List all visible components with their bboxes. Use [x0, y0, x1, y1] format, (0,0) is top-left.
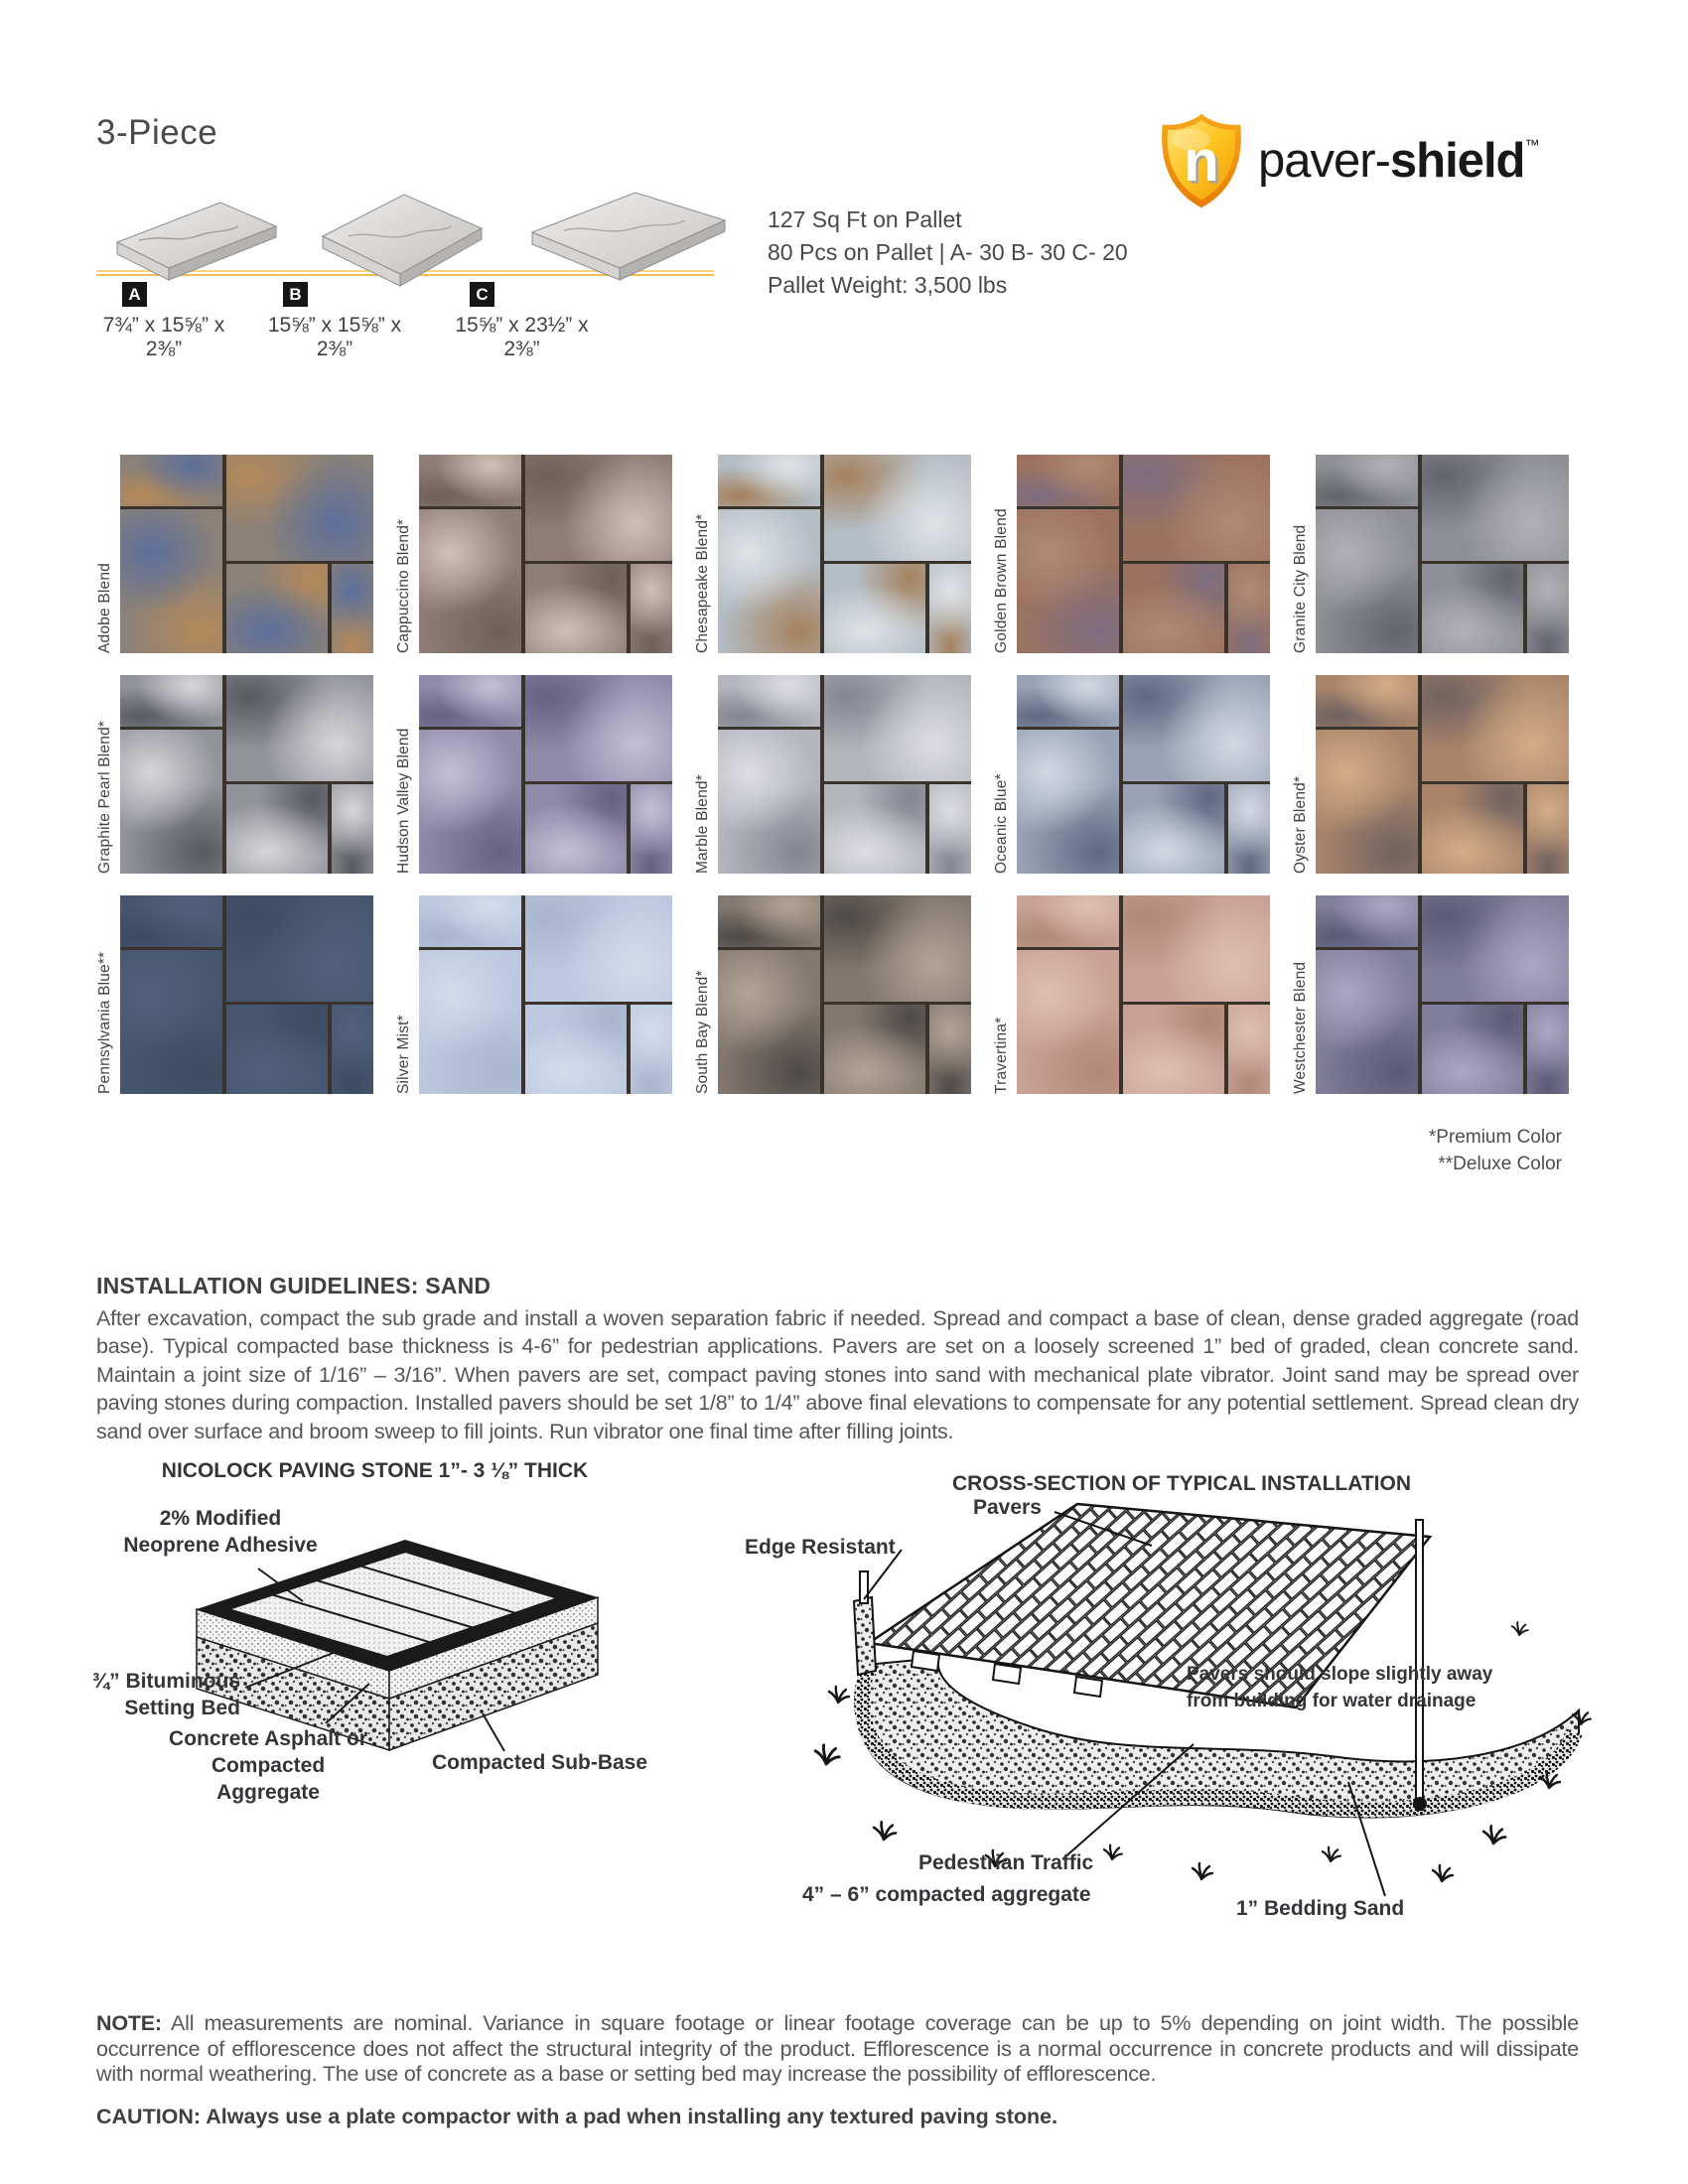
swatch-image — [1316, 895, 1569, 1094]
paver-piece — [1017, 730, 1119, 874]
paver-piece — [824, 455, 971, 561]
cross-section-diagram — [735, 1454, 1609, 1931]
swatch-image — [1316, 675, 1569, 874]
color-swatch — [1292, 675, 1591, 874]
swatch-label: Hudson Valley Blend — [395, 728, 412, 874]
color-swatch — [1292, 455, 1591, 653]
paver-piece — [1316, 455, 1418, 506]
paver-piece — [1123, 1005, 1225, 1094]
color-swatch — [96, 895, 395, 1094]
paver-piece — [525, 675, 672, 781]
installation-heading: INSTALLATION GUIDELINES: SAND — [96, 1273, 492, 1298]
swatch-label: Adobe Blend — [96, 563, 113, 653]
paver-piece — [226, 675, 373, 781]
paver-piece — [1422, 455, 1569, 561]
paver-piece — [929, 784, 971, 874]
paver-piece — [419, 455, 521, 506]
paver-piece — [1316, 730, 1418, 874]
shield-letter: n — [1184, 128, 1219, 194]
label-pedestrian-traffic: Pedestrian Traffic — [918, 1851, 1094, 1874]
swatch-image — [1017, 895, 1270, 1094]
paver-piece — [824, 1005, 926, 1094]
swatch-image — [718, 455, 971, 653]
swatch-image — [120, 895, 373, 1094]
color-swatch-grid — [96, 455, 1596, 1094]
paver-piece — [1422, 675, 1569, 781]
brand-bold: shield — [1389, 134, 1525, 188]
paver-piece — [631, 784, 672, 874]
color-swatch — [1292, 895, 1591, 1094]
paver-piece — [1017, 509, 1119, 653]
color-swatch — [694, 455, 993, 653]
color-legend — [1192, 1124, 1562, 1177]
paver-piece — [419, 950, 521, 1094]
label-compacted-subbase: Compacted Sub-Base — [432, 1751, 648, 1774]
swatch-image — [120, 675, 373, 874]
installation-paragraph: After excavation, compact the sub grade and install a woven separation fabric if needed. Spread and compact a base of clean, dense graded aggregate (road base). Typical compacted base thickness is 4-6” for pedestrian applications. Pavers are set on a loosely screened 1” bed of graded, clean concrete sand. Maintain a joint size of 1/16” – 3/16”. When pavers are set, compact paving stones into sand with mechanical plate vibrator. Joint sand may be spread over paving stones during compaction. Installed pavers should be set 1/8” to 1/4” above final elevations to compensate for any potential settlement. Spread clean dry sand over surface and broom sweep to fill joints. Run vibrator one final time after filling joints. — [96, 1306, 1579, 1443]
paver-a-image — [111, 195, 282, 286]
paver-piece — [1422, 895, 1569, 1002]
pallet-pcs: 80 Pcs on Pallet | A- 30 B- 30 C- 20 — [768, 239, 1128, 265]
paver-piece — [1527, 564, 1569, 653]
paver-piece — [226, 784, 329, 874]
paver-piece — [120, 509, 222, 653]
paver-piece — [226, 895, 373, 1002]
paver-piece — [120, 675, 222, 727]
paver-piece — [718, 950, 820, 1094]
swatch-label: South Bay Blend* — [694, 970, 711, 1094]
swatch-label: Pennsylvania Blue** — [96, 951, 113, 1094]
color-swatch — [694, 675, 993, 874]
trademark-symbol: ™ — [1524, 137, 1539, 154]
caution-line: CAUTION: Always use a plate compactor with a pad when installing any textured paving stone. — [96, 2105, 1058, 2128]
color-swatch — [993, 455, 1292, 653]
label-pavers: Pavers — [973, 1496, 1042, 1519]
paver-piece — [332, 564, 373, 653]
swatch-image — [1017, 675, 1270, 874]
piece-a-chip: A — [122, 282, 147, 307]
paver-piece — [1228, 784, 1270, 874]
piece-a-dimensions: 7¾” x 15⅝” x 2⅜” — [102, 314, 225, 360]
paver-piece — [718, 730, 820, 874]
pallet-weight: Pallet Weight: 3,500 lbs — [768, 272, 1008, 298]
paver-piece — [929, 1005, 971, 1094]
swatch-label: Granite City Blend — [1292, 524, 1309, 653]
paver-piece — [824, 675, 971, 781]
paver-piece — [718, 455, 820, 506]
color-swatch — [96, 455, 395, 653]
paver-piece — [824, 784, 926, 874]
paver-piece — [1123, 784, 1225, 874]
piece-b-chip: B — [283, 282, 308, 307]
paver-piece — [1527, 1005, 1569, 1094]
note-label: NOTE: — [96, 2011, 162, 2035]
paver-piece — [1316, 509, 1418, 653]
paver-piece — [718, 895, 820, 947]
paver-piece — [1316, 895, 1418, 947]
paver-piece — [525, 895, 672, 1002]
paver-piece — [1228, 564, 1270, 653]
paver-piece — [824, 895, 971, 1002]
paver-piece — [525, 784, 628, 874]
pallet-sqft: 127 Sq Ft on Pallet — [768, 206, 962, 232]
color-swatch — [993, 675, 1292, 874]
paver-piece — [1527, 784, 1569, 874]
piece-c-chip: C — [470, 282, 494, 307]
paver-piece — [226, 1005, 329, 1094]
swatch-label: Oceanic Blue* — [993, 773, 1010, 874]
note-paragraph — [96, 2011, 1579, 2088]
swatch-label: Chesapeake Blend* — [694, 513, 711, 653]
paver-piece — [631, 564, 672, 653]
color-swatch — [993, 895, 1292, 1094]
paver-piece — [718, 509, 820, 653]
paver-piece — [226, 455, 373, 561]
swatch-label: Golden Brown Blend — [993, 508, 1010, 653]
piece-c-dimensions: 15⅝” x 23½” x 2⅜” — [455, 314, 589, 360]
paver-piece — [1123, 675, 1270, 781]
paver-b-image — [313, 187, 490, 290]
paver-piece — [419, 895, 521, 947]
color-swatch — [395, 675, 694, 874]
swatch-image — [419, 895, 672, 1094]
paver-piece — [631, 1005, 672, 1094]
paver-piece — [1123, 564, 1225, 653]
paver-piece — [1123, 455, 1270, 561]
label-bituminous-bed: ¾” Bituminous Setting Bed — [91, 1670, 240, 1719]
paver-piece — [525, 455, 672, 561]
color-swatch — [395, 455, 694, 653]
paver-piece — [525, 564, 628, 653]
paver-piece — [419, 675, 521, 727]
shield-icon — [1155, 111, 1248, 210]
swatch-label: Travertina* — [993, 1017, 1010, 1094]
page-title: 3-Piece — [96, 113, 218, 152]
paver-piece — [1422, 564, 1524, 653]
deluxe-color-note: **Deluxe Color — [1438, 1154, 1562, 1174]
label-slope-note: Pavers should slope slightly away from building for water drainage — [1187, 1664, 1493, 1711]
paver-piece — [1316, 675, 1418, 727]
paver-piece — [1017, 895, 1119, 947]
label-concrete-asphalt: Concrete Asphalt or Compacted Aggregate — [169, 1727, 367, 1804]
paver-piece — [1316, 950, 1418, 1094]
right-diagram-title: CROSS-SECTION OF TYPICAL INSTALLATION — [952, 1472, 1411, 1495]
swatch-image — [718, 895, 971, 1094]
left-diagram-title: NICOLOCK PAVING STONE 1”- 3 ⅛” THICK — [161, 1459, 589, 1482]
paver-piece — [1228, 1005, 1270, 1094]
paver-piece — [929, 564, 971, 653]
paver-piece — [525, 1005, 628, 1094]
swatch-image — [1017, 455, 1270, 653]
paver-piece — [120, 730, 222, 874]
swatch-image — [1316, 455, 1569, 653]
paver-piece — [1017, 675, 1119, 727]
paver-piece — [1123, 895, 1270, 1002]
brand-wordmark — [1258, 133, 1538, 189]
paver-piece — [120, 455, 222, 506]
paver-piece — [419, 509, 521, 653]
paver-piece — [120, 895, 222, 947]
brand-logo — [1155, 111, 1538, 210]
brand-prefix: paver- — [1258, 134, 1390, 188]
swatch-image — [120, 455, 373, 653]
paver-piece — [332, 1005, 373, 1094]
swatch-label: Marble Blend* — [694, 774, 711, 874]
paving-stone-diagram — [89, 1457, 660, 1815]
premium-color-note: *Premium Color — [1428, 1127, 1562, 1148]
swatch-label: Westchester Blend — [1292, 961, 1309, 1094]
color-swatch — [694, 895, 993, 1094]
note-text: All measurements are nominal. Variance in square footage or linear footage coverage can be up to 5% depending on joint width. The possible occurrence of efflorescence does not affect the structural integrity of the product. Efflorescence is a normal occurrence in concrete products and will dissipate with normal weathering. The use of concrete as a base or setting bed may increase the possibility of efflorescence. — [96, 2011, 1579, 2087]
piece-b-dimensions: 15⅝” x 15⅝” x 2⅜” — [267, 314, 402, 360]
paver-piece — [226, 564, 329, 653]
label-edge-resistant: Edge Resistant — [745, 1536, 896, 1559]
color-swatch — [395, 895, 694, 1094]
label-bedding-sand: 1” Bedding Sand — [1236, 1897, 1405, 1920]
paver-piece — [1422, 1005, 1524, 1094]
swatch-image — [419, 675, 672, 874]
swatch-image — [718, 675, 971, 874]
label-neoprene-adhesive: 2% Modified Neoprene Adhesive — [123, 1507, 318, 1557]
paver-c-image — [524, 187, 733, 288]
paver-piece — [824, 564, 926, 653]
label-compacted-aggregate: 4” – 6” compacted aggregate — [802, 1883, 1091, 1906]
swatch-label: Graphite Pearl Blend* — [96, 720, 113, 874]
paver-piece — [332, 784, 373, 874]
swatch-image — [419, 455, 672, 653]
paver-piece — [1017, 950, 1119, 1094]
color-swatch — [96, 675, 395, 874]
swatch-label: Silver Mist* — [395, 1015, 412, 1094]
paver-piece — [419, 730, 521, 874]
paver-piece — [718, 675, 820, 727]
pallet-info — [768, 204, 1128, 302]
swatch-label: Oyster Blend* — [1292, 775, 1309, 874]
paver-piece — [1422, 784, 1524, 874]
swatch-label: Cappuccino Blend* — [395, 518, 412, 653]
paver-piece — [1017, 455, 1119, 506]
paver-piece — [120, 950, 222, 1094]
